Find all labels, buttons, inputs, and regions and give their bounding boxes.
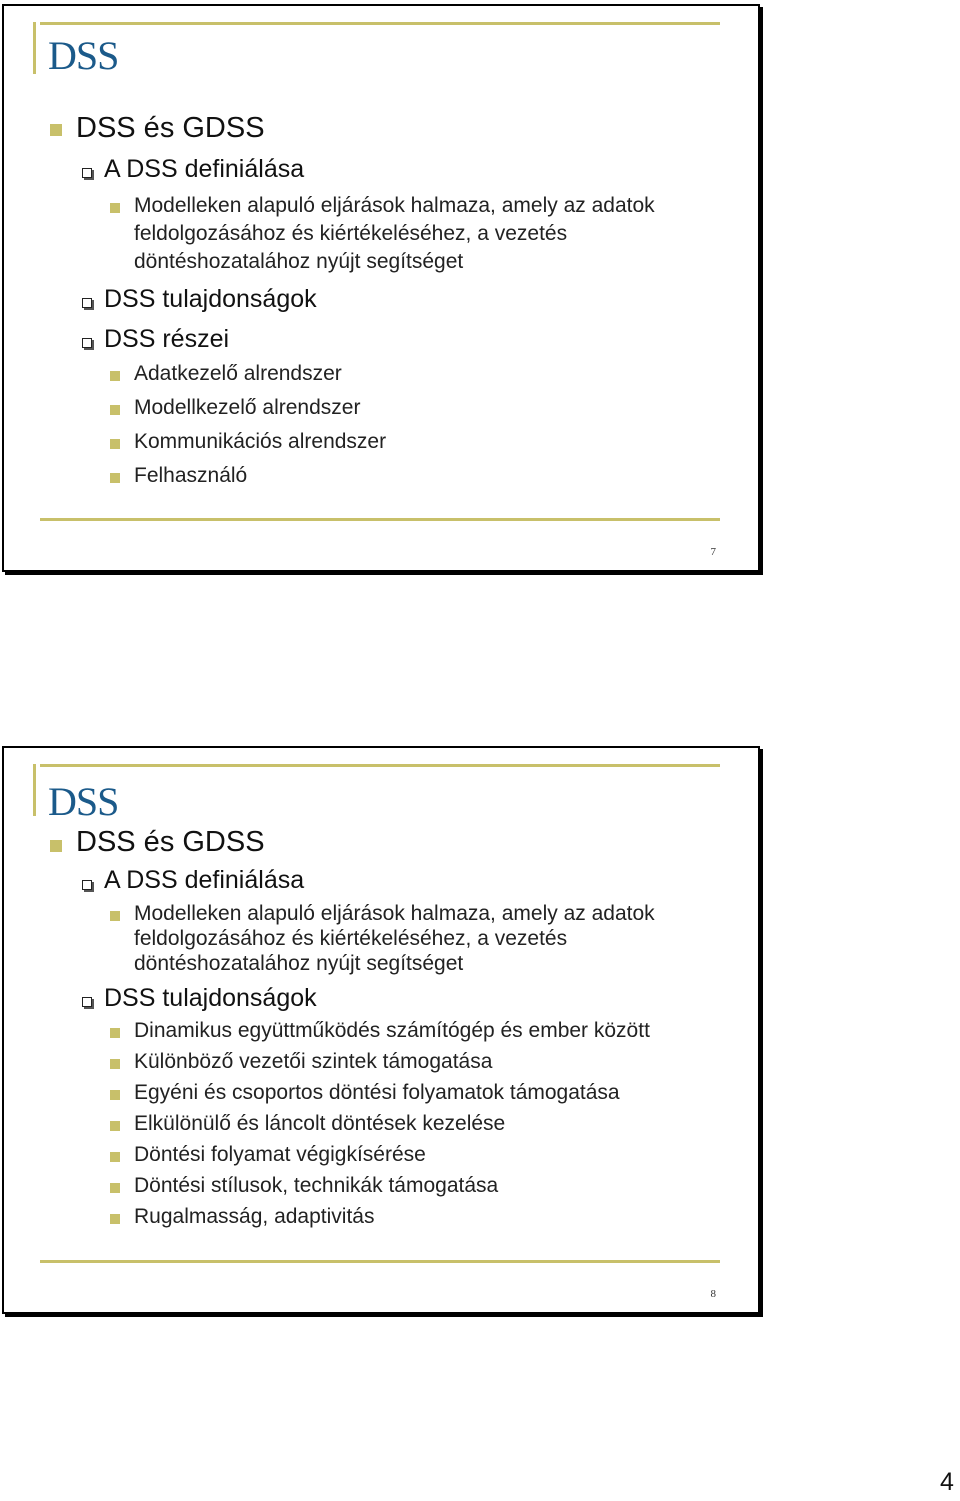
parts-heading: DSS részei — [104, 325, 230, 353]
slide-7 — [2, 4, 760, 572]
top-divider — [40, 764, 720, 767]
square-bullet-icon — [110, 1152, 120, 1162]
slide-page-number: 8 — [710, 1288, 716, 1300]
definition-line: Modelleken alapuló eljárások halmaza, amely az adatok — [134, 194, 655, 217]
level1-item: DSS és GDSS — [76, 112, 265, 144]
checkbox-bullet-icon — [82, 997, 92, 1007]
slide-page-number: 7 — [710, 546, 716, 558]
square-bullet-icon — [110, 203, 120, 213]
square-bullet-icon — [110, 1214, 120, 1224]
square-bullet-icon — [50, 840, 62, 852]
properties-heading: DSS tulajdonságok — [104, 285, 317, 313]
checkbox-bullet-icon — [82, 168, 92, 178]
bottom-divider — [40, 1260, 720, 1263]
properties-heading: DSS tulajdonságok — [104, 984, 317, 1012]
part-item: Modellkezelő alrendszer — [134, 396, 361, 419]
definition-line: Modelleken alapuló eljárások halmaza, amely az adatok — [134, 902, 655, 925]
slide-title: DSS — [48, 33, 119, 78]
left-divider — [33, 764, 36, 816]
slide-8 — [2, 746, 760, 1314]
property-item: Rugalmasság, adaptivitás — [134, 1205, 375, 1228]
bottom-divider — [40, 518, 720, 521]
square-bullet-icon — [110, 473, 120, 483]
square-bullet-icon — [110, 1090, 120, 1100]
square-bullet-icon — [110, 1059, 120, 1069]
checkbox-bullet-icon — [82, 880, 92, 890]
square-bullet-icon — [110, 405, 120, 415]
definition-line: döntéshozatalához nyújt segítséget — [134, 952, 464, 975]
checkbox-bullet-icon — [82, 298, 92, 308]
definition-line: feldolgozásához és kiértékeléséhez, a vezetés — [134, 927, 568, 950]
property-item: Különböző vezetői szintek támogatása — [134, 1050, 493, 1073]
definition-heading: A DSS definiálása — [104, 866, 305, 894]
property-item: Döntési folyamat végigkísérése — [134, 1143, 426, 1166]
level1-item: DSS és GDSS — [76, 826, 265, 858]
definition-line: döntéshozatalához nyújt segítséget — [134, 250, 464, 273]
definition-heading: A DSS definiálása — [104, 155, 305, 183]
square-bullet-icon — [110, 439, 120, 449]
part-item: Adatkezelő alrendszer — [134, 362, 342, 385]
checkbox-bullet-icon — [82, 338, 92, 348]
square-bullet-icon — [110, 1183, 120, 1193]
sheet-page-number: 4 — [940, 1468, 954, 1496]
square-bullet-icon — [110, 371, 120, 381]
square-bullet-icon — [110, 1028, 120, 1038]
top-divider — [40, 22, 720, 25]
part-item: Felhasználó — [134, 464, 248, 487]
square-bullet-icon — [110, 911, 120, 921]
property-item: Dinamikus együttműködés számítógép és ember között — [134, 1019, 650, 1042]
property-item: Elkülönülő és láncolt döntések kezelése — [134, 1112, 506, 1135]
property-item: Egyéni és csoportos döntési folyamatok támogatása — [134, 1081, 620, 1104]
left-divider — [33, 22, 36, 74]
part-item: Kommunikációs alrendszer — [134, 430, 387, 453]
slide-title: DSS — [48, 779, 119, 824]
square-bullet-icon — [50, 124, 62, 136]
property-item: Döntési stílusok, technikák támogatása — [134, 1174, 499, 1197]
definition-line: feldolgozásához és kiértékeléséhez, a vezetés — [134, 222, 568, 245]
square-bullet-icon — [110, 1121, 120, 1131]
